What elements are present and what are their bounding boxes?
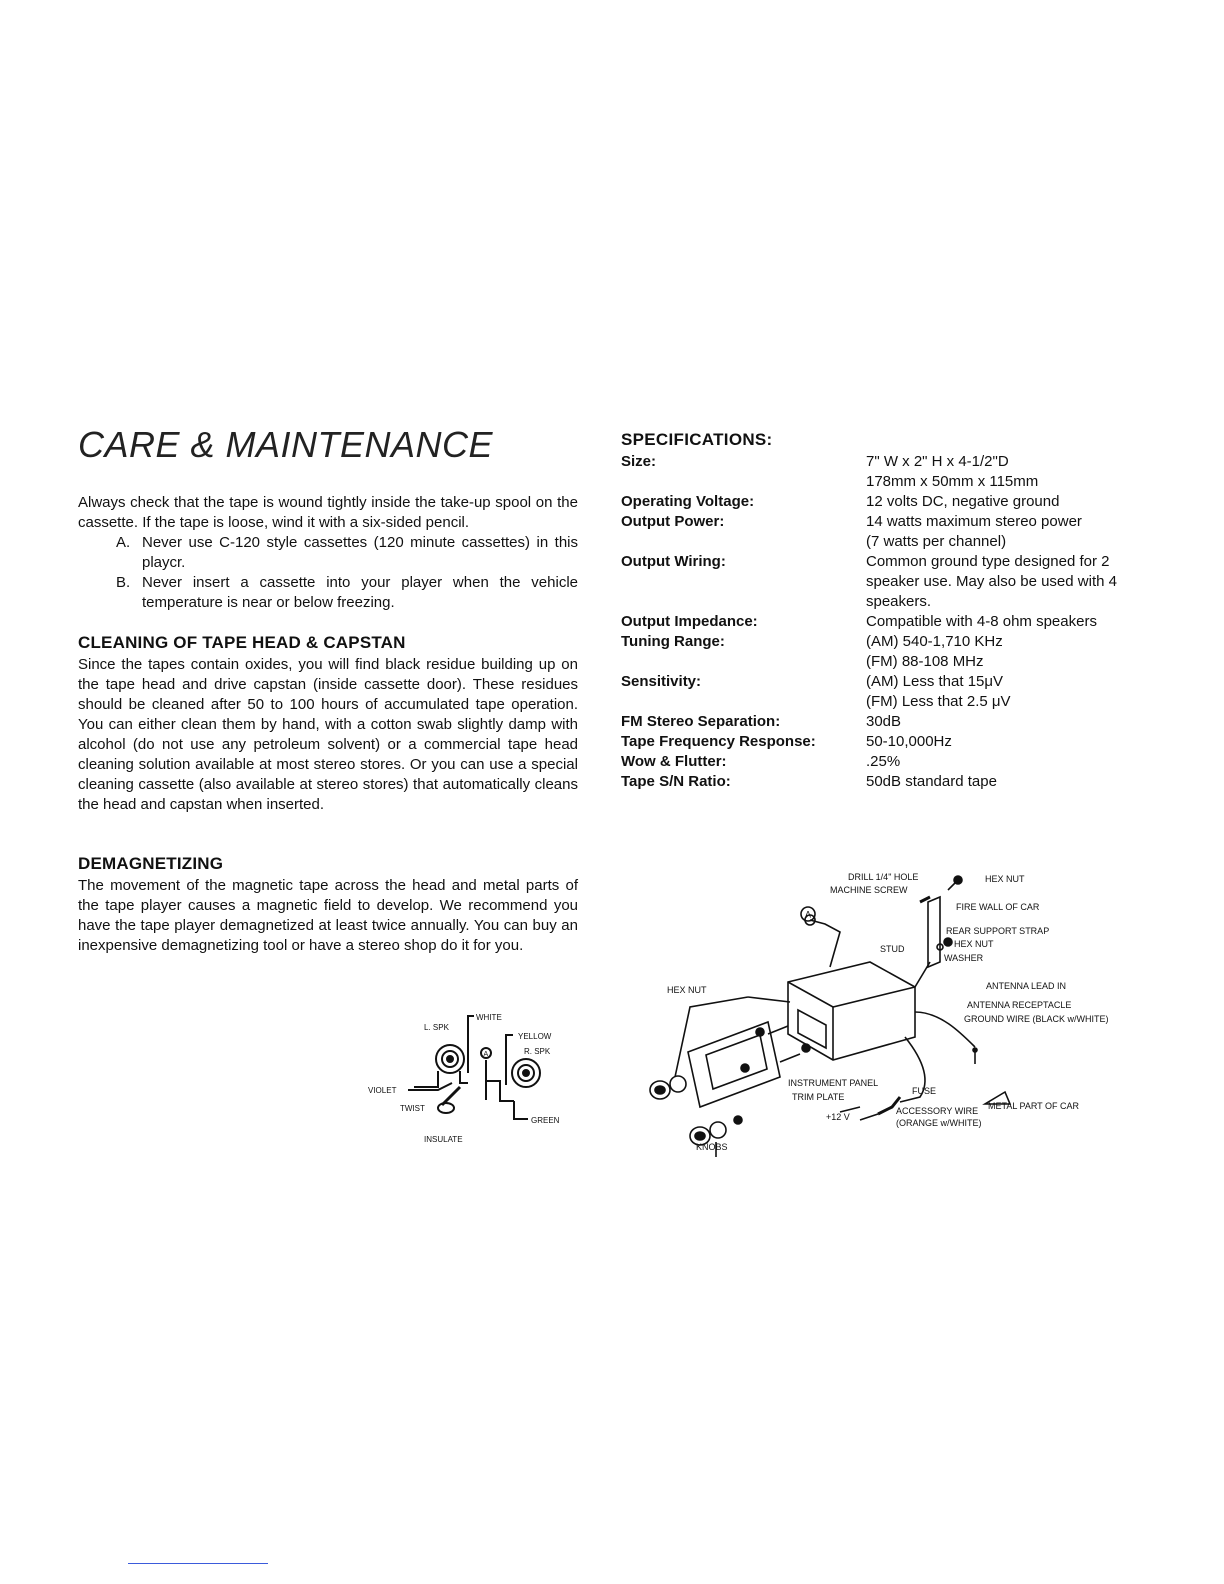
spec-value-line: 50dB standard tape <box>866 773 997 790</box>
rear-support-strap <box>928 897 940 967</box>
a-mark: A <box>805 909 812 920</box>
spec-value <box>866 632 1146 672</box>
spec-value-line: 178mm x 50mm x 115mm <box>866 473 1039 490</box>
specifications-heading: SPECIFICATIONS: <box>621 430 773 449</box>
spec-value <box>866 752 1146 772</box>
machine-screw-label: MACHINE SCREW <box>830 885 908 895</box>
spec-label: Wow & Flutter: <box>621 753 727 770</box>
list-text: Never use C-120 style cassettes (120 minute cassettes) in this playcr. <box>142 534 578 571</box>
spec-value <box>866 512 1146 552</box>
white-label: WHITE <box>476 1013 502 1022</box>
trim-plate-label: TRIM PLATE <box>792 1092 845 1102</box>
fuse-label: FUSE <box>912 1086 937 1096</box>
spec-label: Operating Voltage: <box>621 493 755 510</box>
hex-nut-mid-label: HEX NUT <box>954 939 994 949</box>
stud-label: STUD <box>880 944 905 954</box>
installation-diagram <box>630 862 1120 1162</box>
spec-label: Tuning Range: <box>621 633 725 650</box>
hex-nut-left-label: HEX NUT <box>667 985 707 995</box>
list-text: Never insert a cassette into your player when the vehicle temperature is near or below freezing. <box>142 574 578 611</box>
footer-rule <box>128 1563 268 1564</box>
plus12-label: +12 V <box>826 1112 850 1122</box>
drill-label: DRILL 1/4" HOLE <box>848 872 919 882</box>
list-item <box>116 533 578 573</box>
instrument-panel-label: INSTRUMENT PANEL <box>788 1078 879 1088</box>
spec-label: Tape Frequency Response: <box>621 733 816 750</box>
cleaning-heading: CLEANING OF TAPE HEAD & CAPSTAN <box>78 633 406 652</box>
spec-label: Size: <box>621 453 657 470</box>
spec-value <box>866 732 1146 752</box>
violet-label: VIOLET <box>368 1086 397 1095</box>
spec-value <box>866 712 1146 732</box>
spec-value <box>866 552 1146 612</box>
spec-value-line: speaker use. May also be used with 4 <box>866 573 1117 590</box>
spec-value-line: 30dB <box>866 713 902 730</box>
lspk-label: L. SPK <box>424 1023 449 1032</box>
rspk-label: R. SPK <box>524 1047 551 1056</box>
spec-value-line: speakers. <box>866 593 932 610</box>
spec-value-line: (7 watts per channel) <box>866 533 1007 550</box>
knobs-label: KNOBS <box>696 1142 728 1152</box>
accessory-wire-color-label: (ORANGE w/WHITE) <box>896 1118 982 1128</box>
spec-value-line: (AM) Less that 15μV <box>866 673 1004 690</box>
a-mark: A <box>483 1051 489 1058</box>
page-title: CARE & MAINTENANCE <box>78 424 494 465</box>
yellow-label: YELLOW <box>518 1032 552 1041</box>
demagnetizing-heading: DEMAGNETIZING <box>78 854 224 873</box>
spec-label: FM Stereo Separation: <box>621 713 781 730</box>
spec-label: Output Power: <box>621 513 725 530</box>
speaker-wiring-diagram <box>368 1005 568 1150</box>
washer-label: WASHER <box>944 953 984 963</box>
spec-label: Sensitivity: <box>621 673 702 690</box>
spec-value-line: (FM) 88-108 MHz <box>866 653 984 670</box>
spec-value-line: .25% <box>866 753 901 770</box>
spec-value-line: 50-10,000Hz <box>866 733 952 750</box>
antenna-lead-label: ANTENNA LEAD IN <box>986 981 1067 991</box>
rear-strap-label: REAR SUPPORT STRAP <box>946 926 1050 936</box>
metal-part-label: METAL PART OF CAR <box>988 1101 1080 1111</box>
demagnetizing-paragraph: The movement of the magnetic tape across the head and metal parts of the tape player causes a magnetic field to develop. We recommend you have the tape player demagnetized at least twice annually. You can buy an inexpensive demagnetizing tool or have a stereo shop do it for you. <box>78 877 578 954</box>
spec-value-line: 12 volts DC, negative ground <box>866 493 1060 510</box>
list-marker: B. <box>116 574 131 591</box>
spec-value <box>866 772 1146 792</box>
spec-label: Output Wiring: <box>621 553 726 570</box>
spec-value-line: 14 watts maximum stereo power <box>866 513 1082 530</box>
list-marker: A. <box>116 534 131 551</box>
spec-value-line: (FM) Less that 2.5 μV <box>866 693 1011 710</box>
spec-value <box>866 612 1146 632</box>
ground-wire-label: GROUND WIRE (BLACK w/WHITE) <box>964 1014 1109 1024</box>
accessory-wire-label: ACCESSORY WIRE <box>896 1106 979 1116</box>
spec-value-line: Common ground type designed for 2 <box>866 553 1110 570</box>
cleaning-paragraph: Since the tapes contain oxides, you will find black residue building up on the tape head and drive capstan (inside cassette door). These residues should be cleaned after 50 to 100 hours of accumulated tape operation. You can either clean them by hand, with a cotton swab slightly damp with alcohol (do not use any petroleum solvent) or a commercial tape head cleaning solution available at most stereo stores. Or you can use a special cleaning cassette (also available at stereo stores) that automatically cleans the head and capstan when inserted. <box>78 656 578 813</box>
spec-value <box>866 672 1146 712</box>
spec-value-line: 7" W x 2" H x 4-1/2"D <box>866 453 1009 470</box>
spec-value-line: (AM) 540-1,710 KHz <box>866 633 1003 650</box>
spec-label: Output Impedance: <box>621 613 758 630</box>
spec-value-line: Compatible with 4-8 ohm speakers <box>866 613 1097 630</box>
antenna-receptacle-label: ANTENNA RECEPTACLE <box>967 1000 1072 1010</box>
spec-value <box>866 492 1146 512</box>
spec-label: Tape S/N Ratio: <box>621 773 731 790</box>
firewall-label: FIRE WALL OF CAR <box>956 902 1040 912</box>
insulate-label: INSULATE <box>424 1135 463 1144</box>
green-label: GREEN <box>531 1116 560 1125</box>
list-item <box>116 573 578 613</box>
intro-paragraph: Always check that the tape is wound tightly inside the take-up spool on the cassette. If the tape is loose, wind it with a six-sided pencil. <box>78 494 578 531</box>
twist-label: TWIST <box>400 1104 425 1113</box>
spec-value <box>866 452 1146 492</box>
hex-nut-top-label: HEX NUT <box>985 874 1025 884</box>
